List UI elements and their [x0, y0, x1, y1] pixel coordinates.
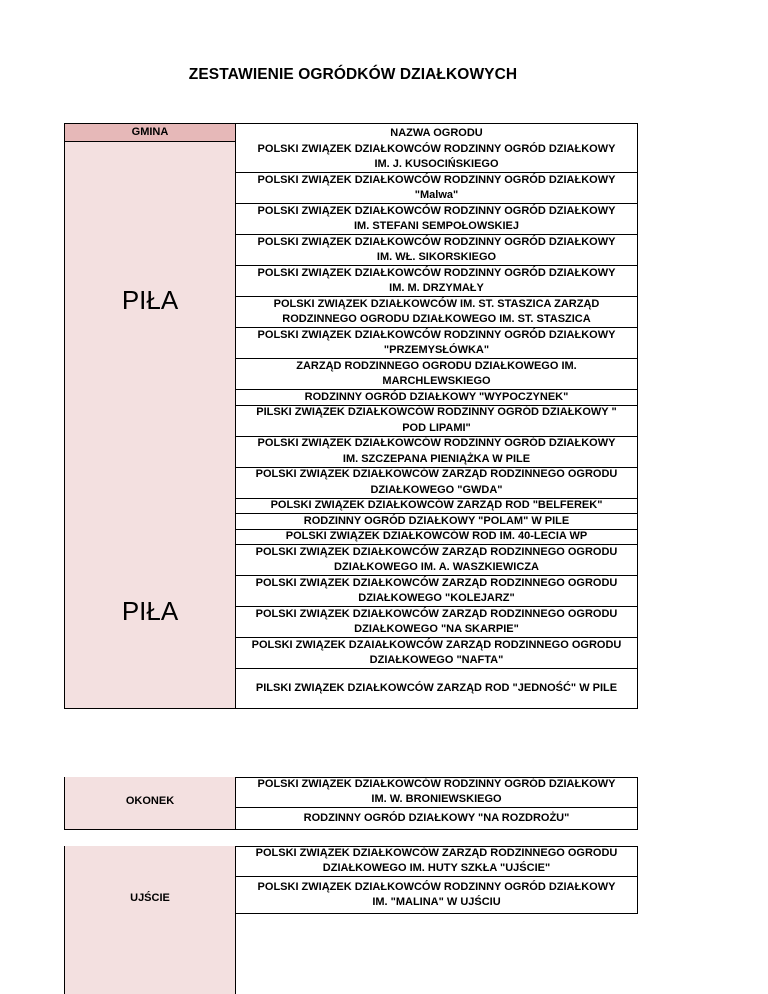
garden-row — [236, 514, 638, 530]
garden-row — [236, 607, 638, 638]
garden-name-line: POLSKI ZWIĄZEK DZIAŁKOWCÓW RODZINNY OGRÓD DZIAŁKOWY — [257, 204, 616, 217]
garden-name-line: IM. WŁ. SIKORSKIEGO — [376, 251, 497, 263]
garden-name-line: POLSKI ZWIĄZEK DZIAŁKOWCÓW ZARZĄD RODZINNEGO OGRODU — [255, 576, 618, 589]
garden-name-line: MARCHLEWSKIEGO — [382, 375, 491, 387]
garden-name-line: POLSKI ZWIĄZEK DZIAŁKOWCÓW RODZINNY OGRÓD DZIAŁKOWY — [257, 777, 616, 790]
garden-name-line: DZIAŁKOWEGO IM. A. WASZKIEWICZA — [334, 561, 539, 573]
garden-row — [236, 808, 638, 830]
garden-name-line: POLSKI ZWIĄZEK DZIAŁKOWCÓW RODZINNY OGRÓD DZIAŁKOWY — [257, 142, 616, 155]
garden-name-line: POLSKI ZWIĄZEK DZIAŁKOWCÓW ZARZĄD RODZINNEGO OGRODU — [255, 468, 618, 480]
garden-row — [236, 669, 638, 709]
garden-name-line: "Malwa" — [414, 189, 459, 201]
garden-name-line: DZIAŁKOWEGO "NA SKARPIE" — [354, 623, 519, 635]
garden-name-line: POLSKI ZWIĄZEK DZIAŁKOWCÓW ZARZĄD RODZINNEGO OGRODU — [255, 545, 618, 558]
garden-name-line: RODZINNY OGRÓD DZIAŁKOWY "POLAM" W PILE — [303, 514, 570, 527]
garden-name-line: IM. "MALINA" W UJŚCIU — [372, 896, 501, 908]
garden-row — [236, 390, 638, 406]
garden-name-line: DZIAŁKOWEGO "NAFTA" — [369, 654, 504, 666]
garden-row — [236, 406, 638, 437]
garden-row — [236, 297, 638, 328]
garden-row — [236, 142, 638, 173]
garden-name-line: POLSKI ZWIĄZEK DZIAŁKOWCÓW RODZINNY OGRÓD DZIAŁKOWY — [257, 235, 616, 248]
garden-name-line: DZIAŁKOWEGO IM. HUTY SZKŁA "UJŚCIE" — [322, 862, 551, 874]
garden-name-line: RODZINNEGO OGRODU DZIAŁKOWEGO IM. ST. STASZICA — [282, 313, 591, 325]
garden-row — [236, 638, 638, 669]
garden-name-line: IM. SZCZEPANA PIENIĄŻKA W PILE — [342, 452, 531, 465]
garden-row — [236, 468, 638, 499]
garden-name-line: IM. STEFANI SEMPOŁOWSKIEJ — [353, 220, 520, 232]
garden-row — [236, 576, 638, 607]
gmina-label: UJŚCIE — [130, 892, 170, 904]
garden-name-line: POLSKI ZWIĄZEK DZAIAŁKOWCÓW ZARZĄD RODZINNEGO OGRODU — [251, 638, 622, 651]
garden-row — [236, 530, 638, 546]
garden-name-line: DZIAŁKOWEGO "GWDA" — [370, 483, 503, 496]
page-title: ZESTAWIENIE OGRÓDKÓW DZIAŁKOWYCH — [188, 66, 518, 83]
gmina-label: PIŁA — [121, 285, 179, 315]
garden-name-line: POLSKI ZWIĄZEK DZIAŁKOWCÓW RODZINNY OGRÓD DZIAŁKOWY — [257, 173, 616, 186]
garden-name-line: POLSKI ZWIĄZEK DZIAŁKOWCÓW RODZINNY OGRÓD DZIAŁKOWY — [257, 266, 616, 279]
garden-name-line: IM. W. BRONIEWSKIEGO — [371, 793, 502, 805]
header-gmina: GMINA — [64, 123, 236, 142]
garden-row — [236, 545, 638, 576]
header-nazwa: NAZWA OGRODU — [236, 123, 638, 142]
garden-row — [236, 235, 638, 266]
garden-name-line: POLSKI ZWIĄZEK DZIAŁKOWCÓW RODZINNY OGRÓD DZIAŁKOWY — [257, 880, 616, 893]
garden-row — [236, 499, 638, 515]
garden-row — [236, 266, 638, 297]
garden-name-line: RODZINNY OGRÓD DZIAŁKOWY "WYPOCZYNEK" — [304, 390, 569, 403]
garden-row — [236, 437, 638, 468]
gmina-label: OKONEK — [125, 795, 175, 807]
garden-name-line: IM. M. DRZYMAŁY — [389, 282, 484, 294]
garden-name-line: POD LIPAMI" — [402, 421, 471, 434]
garden-name-line: POLSKI ZWIĄZEK DZIAŁKOWCÓW ZARZĄD ROD "BELFEREK" — [270, 499, 603, 511]
garden-name-line: POLSKI ZWIĄZEK DZIAŁKOWCÓW IM. ST. STASZICA ZARZĄD — [273, 297, 600, 310]
garden-row — [236, 204, 638, 235]
garden-name-line: POLSKI ZWIĄZEK DZIAŁKOWCÓW ZARZĄD RODZINNEGO OGRODU — [255, 607, 618, 620]
garden-name-line: POLSKI ZWIĄZEK DZIAŁKOWCÓW ZARZĄD RODZINNEGO OGRODU — [255, 846, 618, 859]
garden-row — [236, 846, 638, 877]
garden-name-line: "PRZEMYSŁÓWKA" — [383, 344, 490, 356]
garden-row — [236, 877, 638, 914]
garden-name-line: POLSKI ZWIĄZEK DZIAŁKOWCÓW RODZINNY OGRÓD DZIAŁKOWY — [257, 437, 616, 449]
garden-name-line: PILSKI ZWIĄZEK DZIAŁKOWCÓW RODZINNY OGRÓD DZIAŁKOWY " — [256, 406, 617, 418]
garden-name-line: POLSKI ZWIĄZEK DZIAŁKOWCÓW ROD IM. 40-LECIA WP — [285, 530, 588, 542]
garden-name-line: PILSKI ZWIĄZEK DZIAŁKOWCÓW ZARZĄD ROD "JEDNOŚĆ" W PILE — [255, 681, 618, 694]
gmina-bottom-line — [64, 829, 236, 830]
garden-name-line: RODZINNY OGRÓD DZIAŁKOWY "NA ROZDROŻU" — [303, 811, 570, 824]
garden-name-line: DZIAŁKOWEGO "KOLEJARZ" — [358, 592, 515, 604]
garden-name-line: POLSKI ZWIĄZEK DZIAŁKOWCÓW RODZINNY OGRÓD DZIAŁKOWY — [257, 328, 616, 341]
gmina-label: PIŁA — [121, 596, 179, 626]
garden-name-line: ZARZĄD RODZINNEGO OGRODU DZIAŁKOWEGO IM. — [296, 359, 577, 372]
garden-row — [236, 328, 638, 359]
gmina-column — [64, 846, 236, 994]
garden-row — [236, 777, 638, 808]
garden-name-line: IM. J. KUSOCIŃSKIEGO — [374, 158, 499, 170]
garden-row — [236, 359, 638, 390]
gmina-bottom-line — [64, 708, 236, 709]
garden-row — [236, 173, 638, 204]
